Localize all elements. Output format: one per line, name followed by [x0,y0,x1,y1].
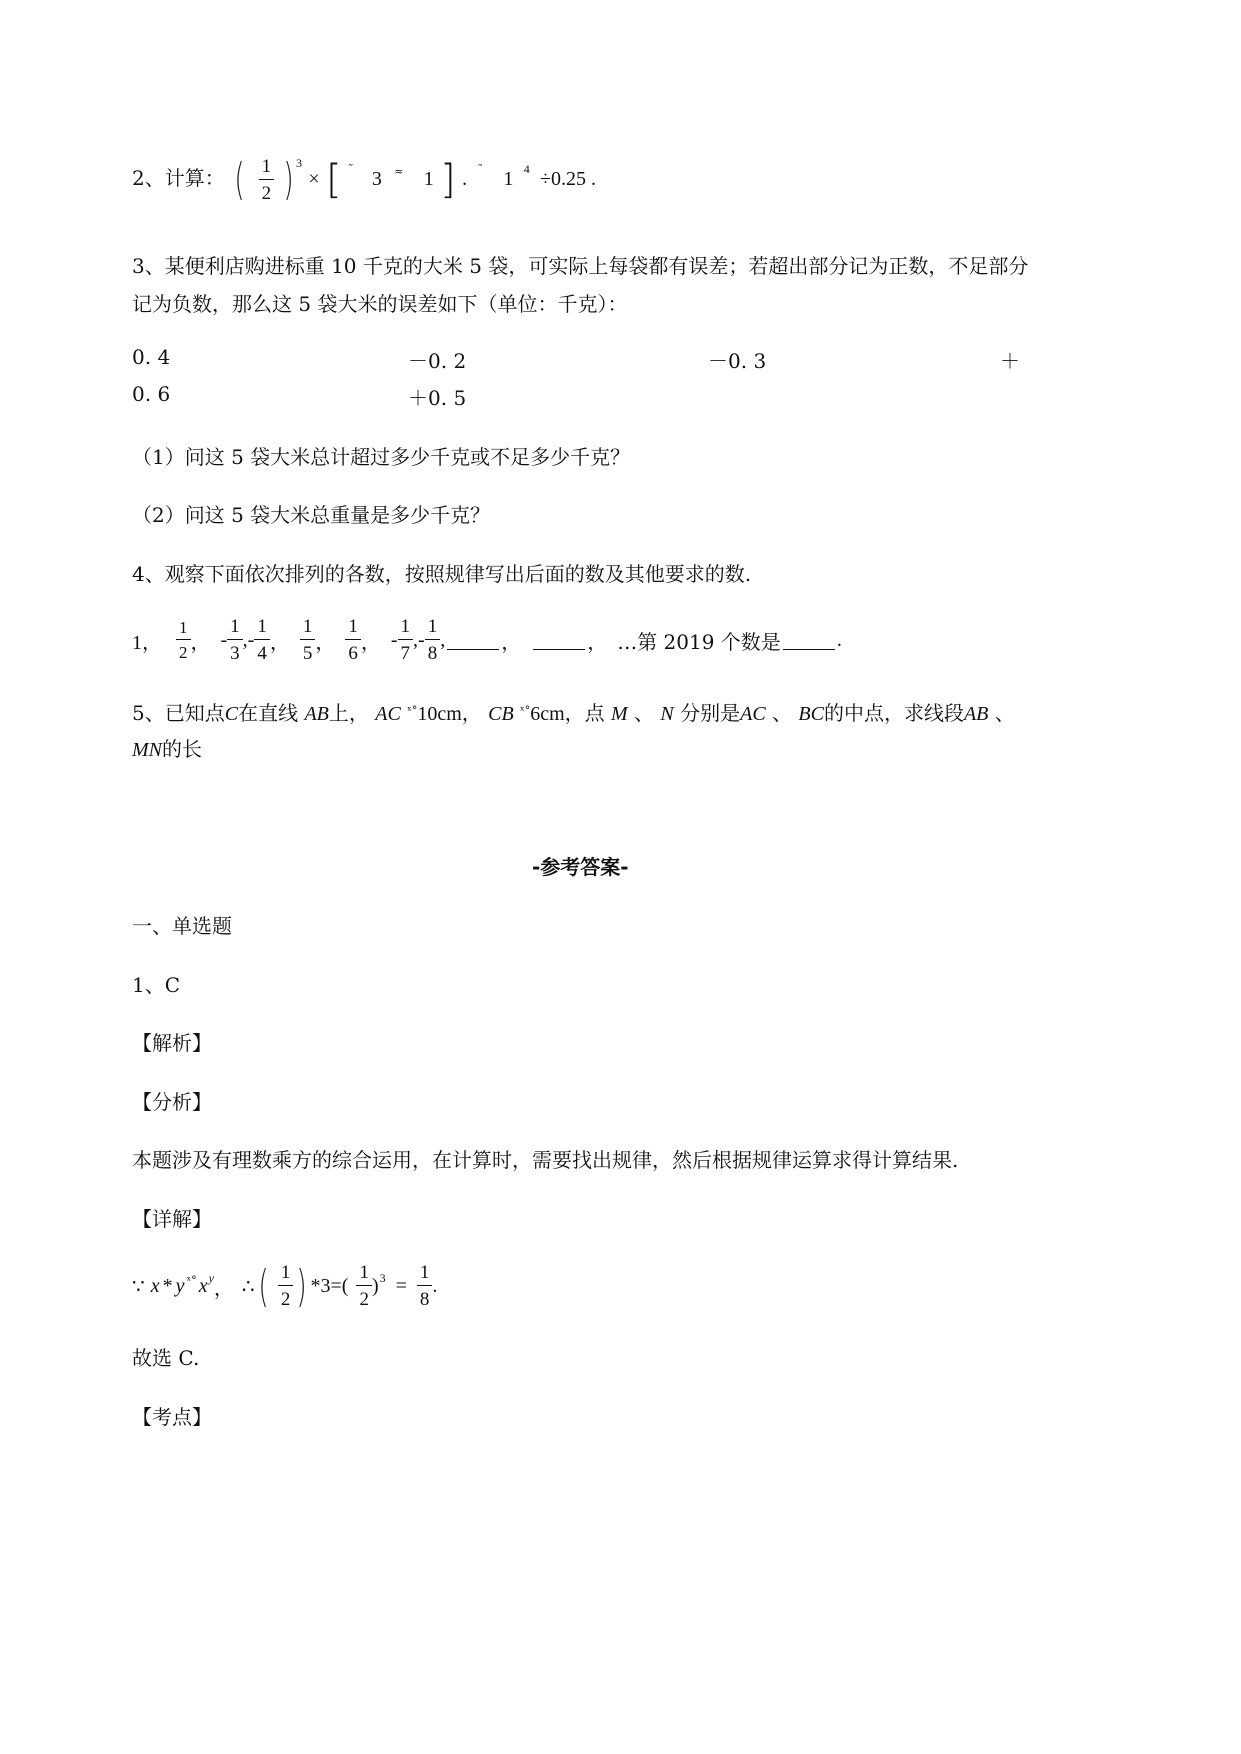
segment-ab: AB [304,703,329,725]
tilde-icon-2: ˜ [477,163,483,176]
value-ac: 10cm [417,703,462,725]
exp-y: y [208,1270,214,1285]
q4-frac-2: $\frac{1}{3}$ [227,617,243,663]
q5-text: ，点 [564,701,605,725]
point-n: N [660,703,674,725]
q4-sep: ， [587,631,608,654]
equals-mark-icon-2: ˣ° [520,704,531,717]
answer-blank-2 [533,648,585,650]
q2-exponent: 3 [296,156,303,170]
comma: ， [213,1275,234,1300]
segment-ac: AC [375,703,401,725]
detail-frac-1: $\frac{1}{2}$ [278,1263,294,1309]
q4-sign: - [418,628,425,651]
q4-sign: - [390,628,398,651]
q4-sep: , [413,628,419,651]
q2-fraction: $\frac{1}{2}$ [259,157,275,203]
right-bracket-icon: ] [440,156,456,203]
eq-open: =( [330,1274,349,1297]
because-icon: ∵ [132,1274,145,1298]
detail-frac-3: $\frac{1}{8}$ [417,1263,433,1309]
q4-frac-4: $\frac{1}{5}$ [300,617,316,663]
therefore-icon: ∴ [241,1274,255,1298]
dot-mark: . [462,168,468,190]
kaodian-label: 【考点】 [132,1405,212,1429]
segment-cb: CB [488,703,514,725]
q3-value-3: －0. 3 [708,349,767,373]
jiexi-label: 【解析】 [132,1031,212,1055]
equals-mark-icon: ˣ° [407,704,418,717]
period: . [432,1274,438,1297]
q5-line2 [132,733,202,762]
answer-blank-3 [783,648,835,650]
q5-text: 5、已知点 [132,701,225,725]
q4-frac-7: $\frac{1}{8}$ [425,617,441,663]
q4-frac-5: $\frac{1}{6}$ [345,617,361,663]
q4-sep: ， [190,631,211,654]
var-x: x [150,1274,160,1297]
q4-text: 4、观察下面依次排列的各数，按照规律写出后面的数及其他要求的数. [132,562,752,586]
q2-inner-a: 3 [371,168,382,190]
q4-frac-1: $\frac{1}{2}$ [176,619,191,661]
q4-sign: - [247,628,255,651]
times-sign: × [308,168,320,190]
tilde-icon: ˜ [347,163,354,176]
fenxi-label: 【分析】 [132,1090,212,1114]
star-op: * [162,1274,173,1297]
close-paren: ) [371,1274,379,1297]
segment-mn: MN [132,739,162,761]
q4-end: . [836,628,842,651]
q4-sep: , [242,628,248,651]
point-m: M [611,703,628,725]
xiangjie-label: 【详解】 [132,1207,212,1231]
q4-sep: ， [360,631,381,654]
q2-prefix: 2、计算： [132,166,225,190]
q4-sep: ， [269,631,290,654]
right-paren-icon-2: ) [296,1260,308,1312]
left-paren-icon: ( [234,153,245,205]
point-c: C [224,703,239,725]
q4-frac-3: $\frac{1}{4}$ [254,617,270,663]
q4-sep: ， [501,631,522,654]
choose-text: 故选 C. [132,1346,200,1370]
q2-line [132,150,596,206]
q5-text: ， [461,701,482,725]
value-cb: 6cm [530,703,565,725]
exp-three: 3 [379,1270,386,1285]
q3-value-5: 0. 6 [132,382,171,406]
left-paren-icon-2: ( [258,1260,269,1312]
q5-text: 、 [772,701,793,725]
q3-sub1: （1）问这 5 袋大米总计超过多少千克或不足多少千克？ [132,445,631,469]
star-three: *3 [310,1274,331,1297]
q5-text: 在直线 [238,701,299,725]
var-y: y [175,1274,185,1297]
q3-line2: 记为负数，那么这 5 袋大米的误差如下（单位：千克）： [132,292,628,316]
q2-exponent-2: 4 [523,162,530,176]
q4-sep: ， [315,631,336,654]
q4-sign: - [220,628,228,651]
answer-item-1: 1、C [132,973,181,997]
q4-frac-6: $\frac{1}{7}$ [398,617,414,663]
equals: = [395,1274,407,1297]
q4-tail: …第 2019 个数是 [617,629,781,654]
q4-sequence [132,612,842,668]
q5-text: 、 [634,701,655,725]
right-paren-icon: ) [283,153,295,205]
q2-inner-b: 1 [423,168,434,190]
equals-mark-icon-3: ˣ° [186,1273,197,1287]
section-title: 一、单选题 [132,914,232,938]
detail-frac-2: $\frac{1}{2}$ [356,1263,372,1309]
q4-sep: , [440,628,446,651]
q5-text: 的长 [162,737,202,761]
segment-bc: BC [798,703,824,725]
var-x-2: x [198,1274,208,1297]
q2-tail: ÷0.25 . [540,168,597,190]
answer-blank-1 [447,648,499,650]
analysis-text: 本题涉及有理数乘方的综合运用，在计算时，需要找出规律，然后根据规律运算求得计算结果. [132,1148,959,1172]
q3-sub2: （2）问这 5 袋大米总重量是多少千克？ [132,503,491,527]
segment-ac-2: AC [740,703,766,725]
q5-line1 [132,697,1015,726]
segment-ab-2: AB [963,703,989,725]
q5-text: 分别是 [680,701,741,725]
q4-first: 1， [132,631,162,654]
answers-title: -参考答案- [532,855,629,879]
q5-text: 、 [994,701,1015,725]
q3-value-4: ＋ [1000,349,1020,373]
q3-line1: 3、某便利店购进标重 10 千克的大米 5 袋，可实际上每袋都有误差；若超出部分记为正数，不足部分 [132,254,1029,278]
q3-value-1: 0. 4 [132,345,171,369]
q2-mid: 1 [503,168,514,190]
q5-text: 上， [328,701,369,725]
detail-formula [132,1256,437,1316]
minus-mark-icon: ≈ [394,165,404,178]
q3-value-6: ＋0. 5 [408,386,467,410]
q5-text: 的中点，求线段 [823,701,964,725]
q3-value-2: －0. 2 [408,349,467,373]
left-bracket-icon: [ [326,156,342,203]
